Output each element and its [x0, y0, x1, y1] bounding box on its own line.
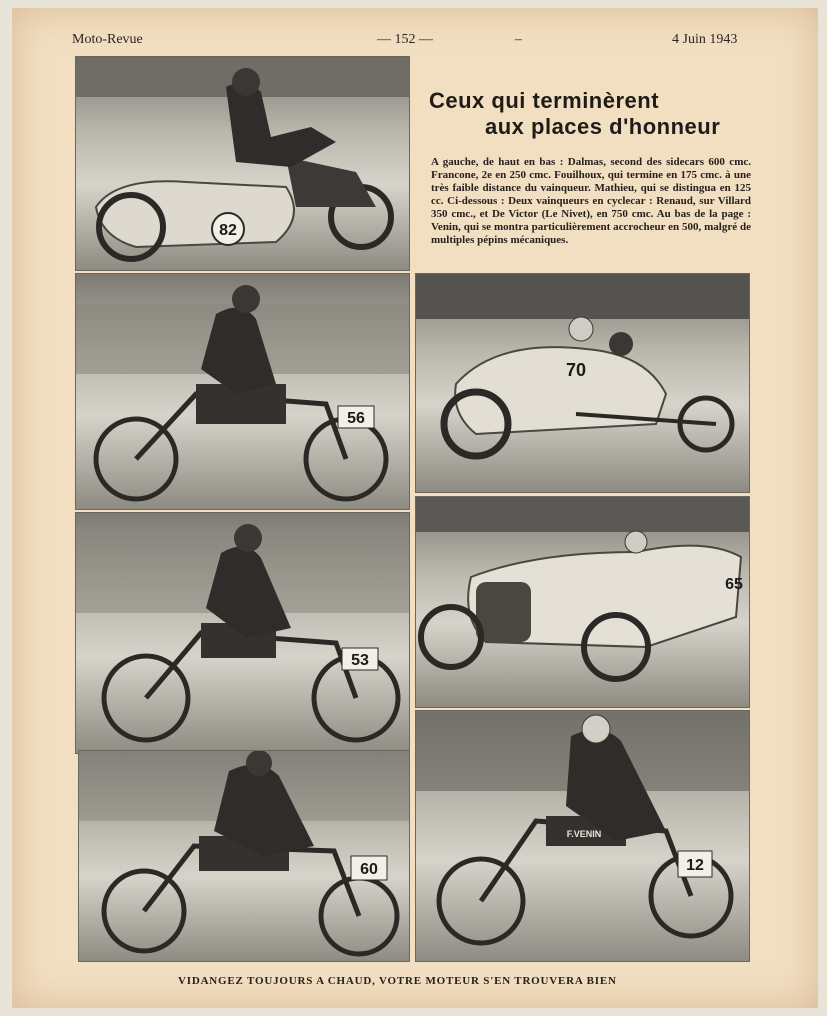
magazine-name: Moto-Revue	[72, 32, 143, 47]
race-number-56: 56	[347, 410, 365, 427]
motorcycle-illustration-2	[76, 513, 409, 753]
race-number-70: 70	[565, 360, 587, 380]
photo-cyclecar-renaud	[415, 273, 750, 493]
issue-date: 4 Juin 1943	[672, 32, 738, 47]
race-number-60: 60	[360, 861, 378, 878]
race-number-53: 53	[351, 652, 369, 669]
photo-sidecar-dalmas	[75, 56, 410, 271]
photo-moto-francone	[75, 273, 410, 510]
race-number-12: 12	[686, 857, 704, 874]
race-number-65: 65	[725, 576, 743, 593]
footer-slogan: VIDANGEZ TOUJOURS A CHAUD, VOTRE MOTEUR S'EN TROUVERA BIEN	[178, 975, 617, 987]
article-title-line2: aux places d'honneur	[485, 114, 721, 139]
sidecar-illustration	[76, 57, 409, 270]
header-dash: –	[515, 32, 522, 47]
article-caption: A gauche, de haut en bas : Dalmas, second des sidecars 600 cmc. Francone, 2e en 250 cmc. Fouilhoux, qui termine en 175 cmc. à une très faible distance du vainqueur. Mathieu, qui se distingua en 125 cc. Ci-dessous : Deux vainqueurs en cyclecar : Renaud, sur Villard 350 cmc., et De Victor (Le Nivet), en 750 cmc. Au bas de la page : Venin, qui se montra particulièrement accrocheur en 500, malgré de multiples pépins mécaniques.	[431, 156, 751, 246]
photo-moto-mathieu	[78, 750, 410, 962]
magazine-page	[12, 8, 818, 1008]
tank-lettering: F.VENIN	[566, 829, 602, 839]
cyclecar-illustration-2	[416, 497, 749, 707]
photo-moto-fouilhoux	[75, 512, 410, 754]
article-title-line1: Ceux qui terminèrent	[429, 88, 660, 113]
photo-moto-venin	[415, 710, 750, 962]
page-number: — 152 —	[377, 32, 433, 47]
race-number-82: 82	[219, 222, 237, 239]
photo-cyclecar-devictor	[415, 496, 750, 708]
motorcycle-illustration-4	[416, 711, 749, 961]
motorcycle-illustration-3	[79, 751, 409, 961]
cyclecar-illustration	[416, 274, 749, 492]
motorcycle-illustration	[76, 274, 409, 509]
